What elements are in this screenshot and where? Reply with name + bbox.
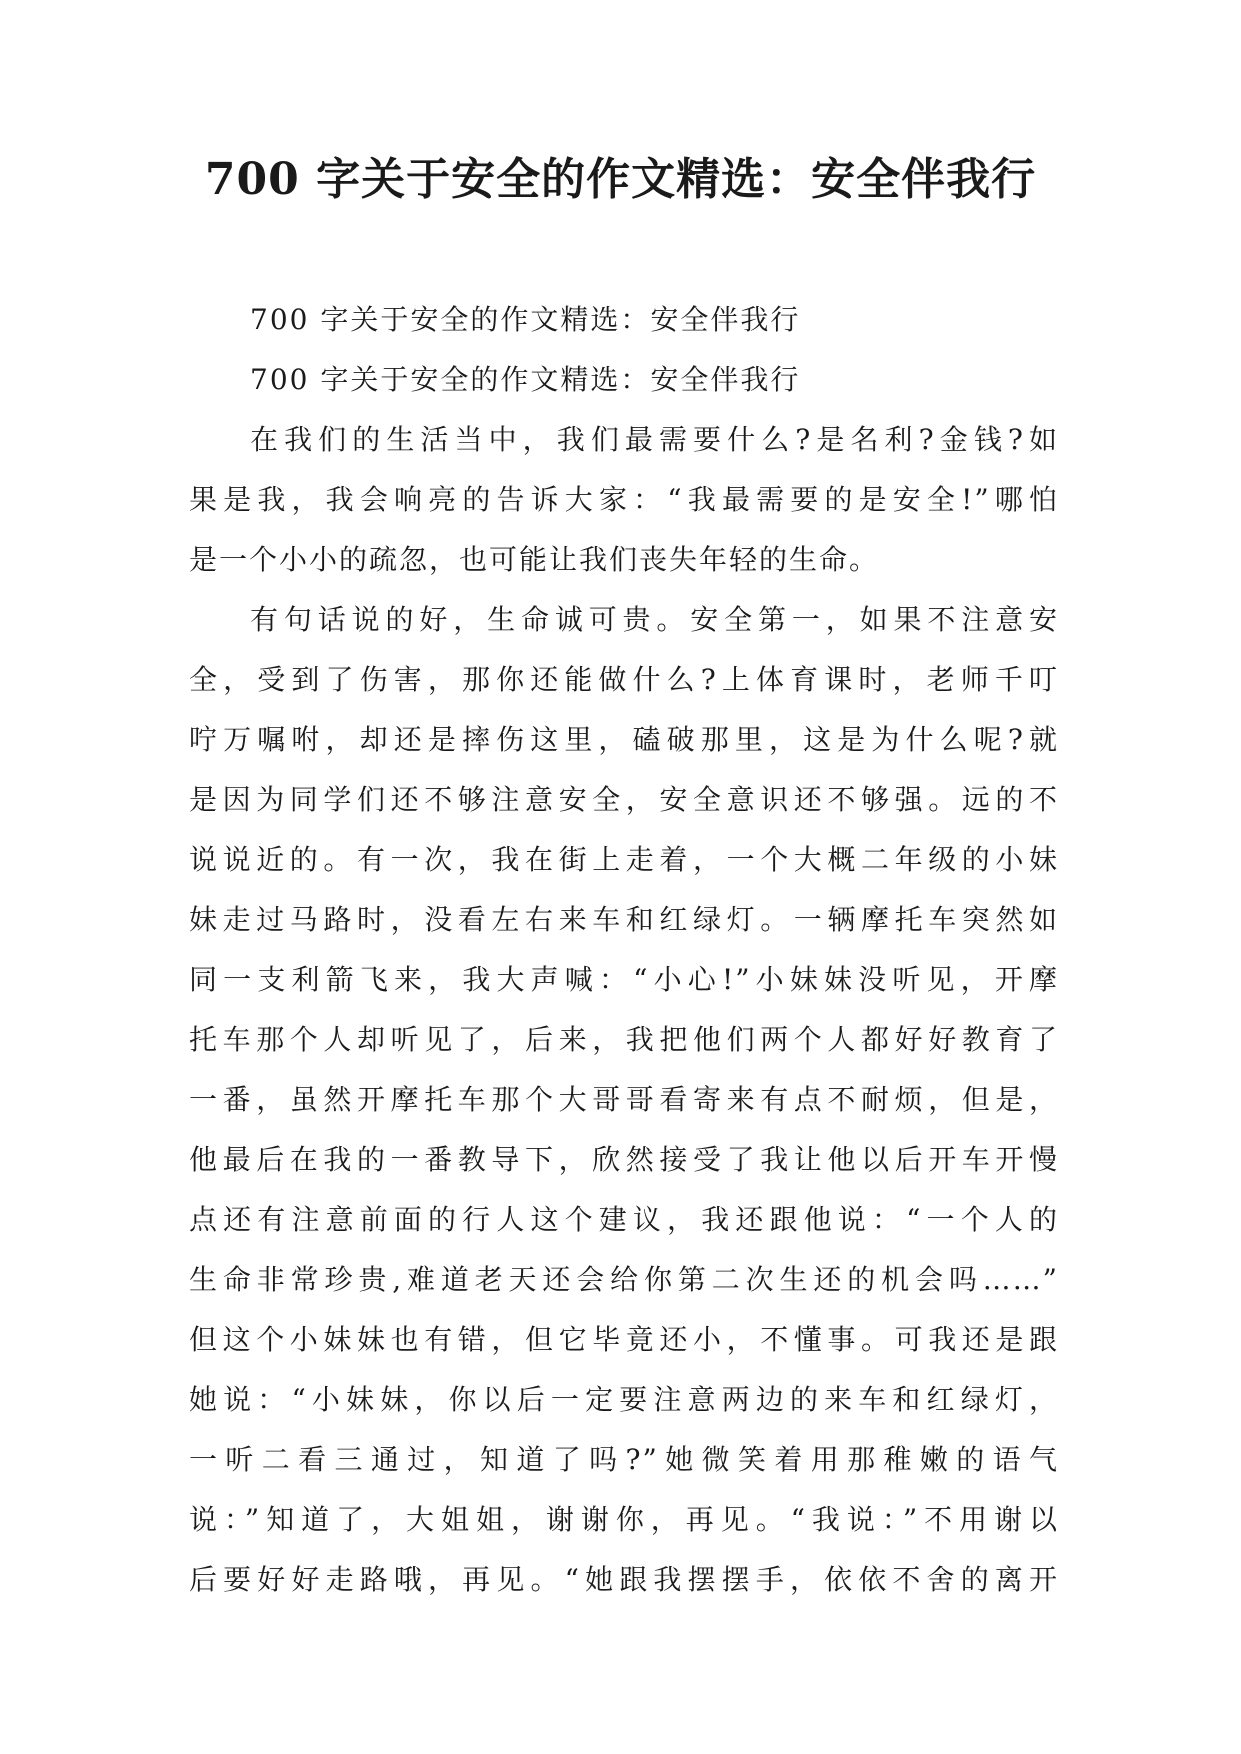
subtitle-line-2: 700 字关于安全的作文精选：安全伴我行 bbox=[250, 363, 801, 396]
paragraph-line: 咛万嘱咐，却还是摔伤这里，磕破那里，这是为什么呢?就 bbox=[189, 723, 1059, 756]
subtitle-line-1: 700 字关于安全的作文精选：安全伴我行 bbox=[250, 303, 801, 336]
paragraph-line: 后要好好走路哦，再见。“她跟我摆摆手，依依不舍的离开 bbox=[189, 1563, 1059, 1596]
paragraph-line: 她说：“小妹妹，你以后一定要注意两边的来车和红绿灯， bbox=[189, 1383, 1059, 1416]
paragraph-1 bbox=[189, 410, 1059, 590]
paragraph-line: 说：”知道了，大姐姐，谢谢你，再见。“我说：”不用谢以 bbox=[189, 1503, 1059, 1536]
paragraph-line: 妹走过马路时，没看左右来车和红绿灯。一辆摩托车突然如 bbox=[189, 903, 1059, 936]
paragraph-line: 在我们的生活当中，我们最需要什么?是名利?金钱?如 bbox=[250, 423, 1059, 456]
document-title: 700 字关于安全的作文精选：安全伴我行 bbox=[204, 154, 1037, 205]
paragraph-2 bbox=[189, 590, 1059, 1610]
paragraph-line: 是一个小小的疏忽，也可能让我们丧失年轻的生命。 bbox=[189, 543, 880, 576]
document-body bbox=[189, 290, 1059, 1610]
paragraph-line: 一番，虽然开摩托车那个大哥哥看寄来有点不耐烦，但是， bbox=[189, 1083, 1059, 1116]
paragraph-line: 全，受到了伤害，那你还能做什么?上体育课时，老师千叮 bbox=[189, 663, 1059, 696]
paragraph-line: 他最后在我的一番教导下，欣然接受了我让他以后开车开慢 bbox=[189, 1143, 1059, 1176]
paragraph-line: 果是我，我会响亮的告诉大家：“我最需要的是安全!”哪怕 bbox=[189, 483, 1059, 516]
paragraph-line: 是因为同学们还不够注意安全，安全意识还不够强。远的不 bbox=[189, 783, 1059, 816]
paragraph-line: 托车那个人却听见了，后来，我把他们两个人都好好教育了 bbox=[189, 1023, 1059, 1056]
paragraph-line: 但这个小妹妹也有错，但它毕竟还小，不懂事。可我还是跟 bbox=[189, 1323, 1059, 1356]
paragraph-line: 说说近的。有一次，我在街上走着，一个大概二年级的小妹 bbox=[189, 843, 1059, 876]
paragraph-line: 生命非常珍贵,难道老天还会给你第二次生还的机会吗……” bbox=[189, 1263, 1059, 1296]
paragraph-line: 点还有注意前面的行人这个建议，我还跟他说：“一个人的 bbox=[189, 1203, 1059, 1236]
paragraph-line: 同一支利箭飞来，我大声喊：“小心!”小妹妹没听见，开摩 bbox=[189, 963, 1059, 996]
paragraph-line: 一听二看三通过，知道了吗?”她微笑着用那稚嫩的语气 bbox=[189, 1443, 1059, 1476]
paragraph-line: 有句话说的好，生命诚可贵。安全第一，如果不注意安 bbox=[250, 603, 1059, 636]
